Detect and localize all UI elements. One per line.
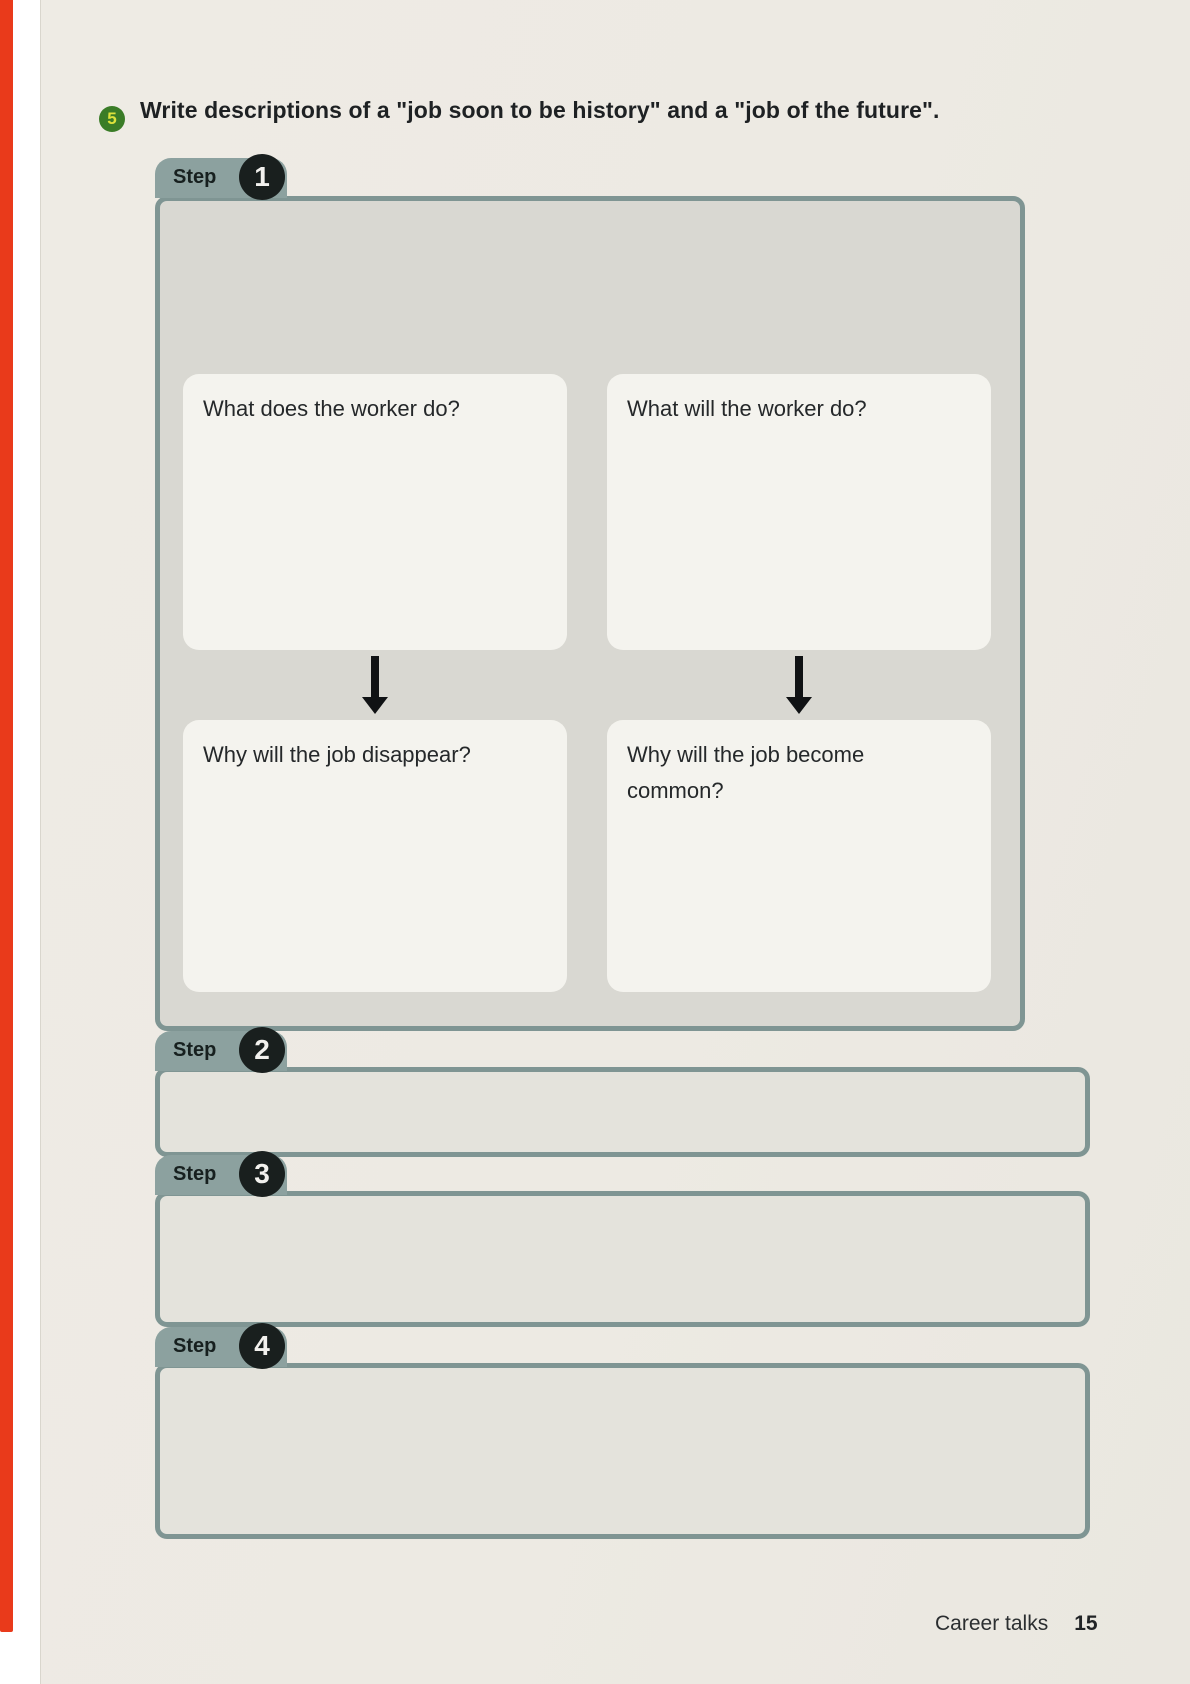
- step-4-tab: [155, 1327, 287, 1367]
- question-text: Why will the job become common?: [627, 742, 865, 803]
- page-footer: [935, 1612, 1098, 1636]
- exercise-title: Write descriptions of a "job soon to be history" and a "job of the future".: [140, 97, 940, 123]
- step-4-number-badge: 4: [239, 1323, 285, 1369]
- footer-page-number: 15: [1074, 1612, 1098, 1635]
- step-1-label: Step: [173, 166, 217, 188]
- step-1-number-badge: 1: [239, 154, 285, 200]
- step-4-panel: [155, 1363, 1090, 1539]
- step-2-number-badge: 2: [239, 1027, 285, 1073]
- exercise-number-badge: 5: [99, 106, 125, 132]
- footer-section-label: Career talks: [935, 1612, 1049, 1635]
- step-2-panel: [155, 1067, 1090, 1157]
- question-box-history-bottom: [183, 720, 567, 992]
- step-3-number-badge: 3: [239, 1151, 285, 1197]
- question-text: Why will the job disappear?: [203, 742, 471, 767]
- question-box-future-top: [607, 374, 991, 650]
- step-3-label: Step: [173, 1163, 217, 1185]
- step-4-label: Step: [173, 1335, 217, 1357]
- down-arrow-icon: [362, 697, 388, 714]
- step-3-panel: [155, 1191, 1090, 1327]
- down-arrow-icon: [795, 656, 803, 698]
- down-arrow-icon: [786, 697, 812, 714]
- red-edge-stripe: [0, 0, 13, 1632]
- question-box-history-top: [183, 374, 567, 650]
- down-arrow-icon: [371, 656, 379, 698]
- question-box-future-bottom: [607, 720, 991, 992]
- step-2-label: Step: [173, 1039, 217, 1061]
- question-text: What does the worker do?: [203, 396, 460, 421]
- step-1-tab: [155, 158, 287, 198]
- question-text: What will the worker do?: [627, 396, 867, 421]
- step-3-tab: [155, 1155, 287, 1195]
- step-2-tab: [155, 1031, 287, 1071]
